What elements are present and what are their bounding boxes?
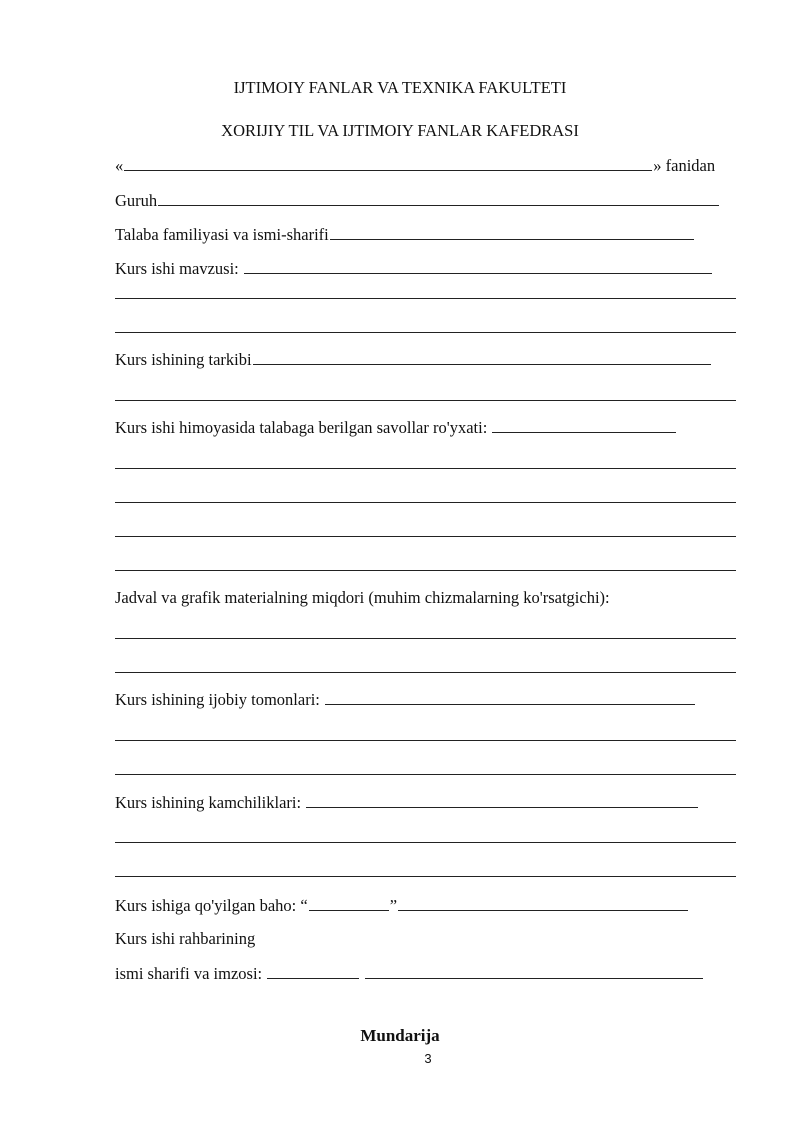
supervisor-line-2: [115, 962, 704, 985]
page-number: 3: [424, 1051, 432, 1066]
grade-suffix: ”: [389, 896, 398, 915]
group-line: [115, 189, 720, 212]
supervisor-name-blank[interactable]: [267, 962, 359, 979]
tables-graphs-rule-1[interactable]: [115, 638, 736, 639]
questions-rule-1[interactable]: [115, 468, 736, 469]
positives-rule-1[interactable]: [115, 740, 736, 741]
supervisor-label-2: ismi sharifi va imzosi:: [115, 964, 263, 983]
questions-rule-3[interactable]: [115, 536, 736, 537]
department-heading: XORIJIY TIL VA IJTIMOIY FANLAR KAFEDRASI: [221, 121, 579, 140]
questions-line: [115, 416, 677, 439]
positives-rule-2[interactable]: [115, 774, 736, 775]
tables-graphs-label: Jadval va grafik materialning miqdori (muhim chizmalarning ko'rsatgichi):: [115, 588, 610, 607]
supervisor-signature-blank[interactable]: [365, 962, 703, 979]
group-label: Guruh: [115, 191, 158, 210]
negatives-label: Kurs ishining kamchiliklari:: [115, 793, 302, 812]
group-blank[interactable]: [158, 189, 719, 206]
topic-line: [115, 257, 713, 280]
contents-title: Mundarija: [360, 1026, 440, 1045]
grade-blank[interactable]: [309, 894, 389, 911]
topic-rule-2[interactable]: [115, 332, 736, 333]
negatives-rule-2[interactable]: [115, 876, 736, 877]
negatives-line: [115, 791, 699, 814]
topic-label: Kurs ishi mavzusi:: [115, 259, 239, 278]
questions-rule-4[interactable]: [115, 570, 736, 571]
supervisor-line-1: [115, 928, 255, 950]
negatives-blank[interactable]: [306, 791, 698, 808]
student-name-label: Talaba familiyasi va ismi-sharifi: [115, 225, 329, 244]
subject-open-quote: «: [115, 156, 124, 175]
questions-rule-2[interactable]: [115, 502, 736, 503]
structure-blank[interactable]: [253, 348, 711, 365]
subject-line: [115, 154, 715, 177]
structure-line: [115, 348, 712, 371]
subject-close-label: » fanidan: [653, 156, 716, 175]
tables-graphs-rule-2[interactable]: [115, 672, 736, 673]
questions-label: Kurs ishi himoyasida talabaga berilgan savollar ro'yxati:: [115, 418, 488, 437]
positives-blank[interactable]: [325, 688, 695, 705]
questions-blank[interactable]: [492, 416, 676, 433]
tables-graphs-line: [115, 587, 610, 609]
student-name-blank[interactable]: [330, 223, 694, 240]
structure-label: Kurs ishining tarkibi: [115, 350, 252, 369]
subject-blank[interactable]: [124, 154, 652, 171]
faculty-heading: IJTIMOIY FANLAR VA TEXNIKA FAKULTETI: [233, 78, 567, 97]
positives-label: Kurs ishining ijobiy tomonlari:: [115, 690, 320, 709]
student-name-line: [115, 223, 695, 246]
topic-blank[interactable]: [244, 257, 712, 274]
positives-line: [115, 688, 696, 711]
supervisor-label-1: Kurs ishi rahbarining: [115, 929, 256, 948]
structure-rule-1[interactable]: [115, 400, 736, 401]
negatives-rule-1[interactable]: [115, 842, 736, 843]
grade-comment-blank[interactable]: [398, 894, 688, 911]
topic-rule-1[interactable]: [115, 298, 736, 299]
grade-line: [115, 894, 689, 917]
grade-prefix: Kurs ishiga qo'yilgan baho: “: [115, 896, 308, 915]
